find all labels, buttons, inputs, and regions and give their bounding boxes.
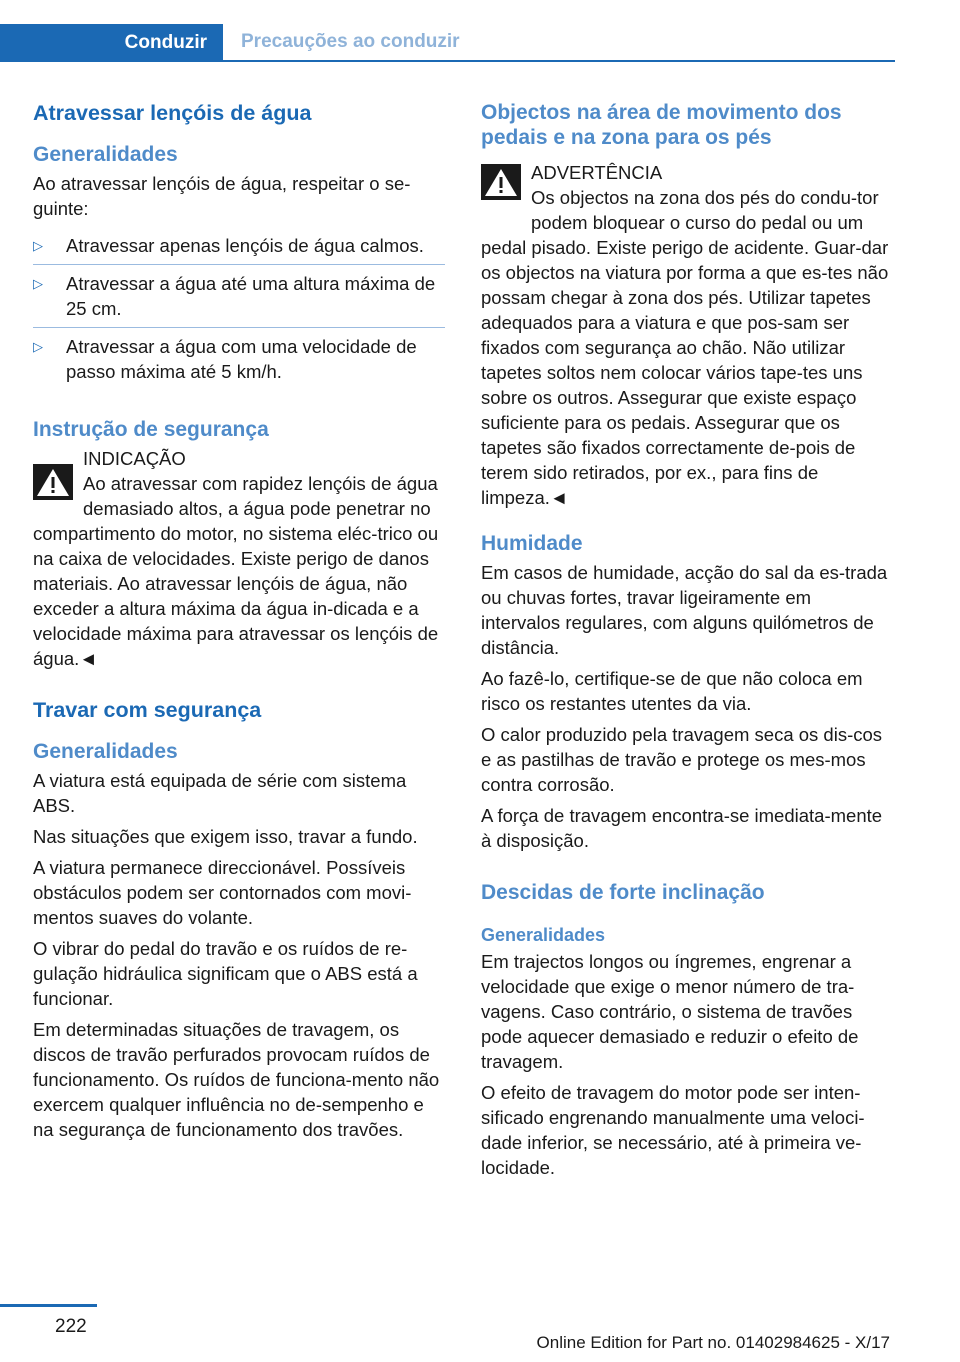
- warning-triangle-icon: [481, 164, 521, 200]
- warning-label: ADVERTÊNCIA: [531, 162, 663, 183]
- tab-conduzir[interactable]: Conduzir: [0, 24, 223, 62]
- triangle-right-icon: ▷: [33, 339, 43, 354]
- note-text: Ao atravessar com rapidez lençóis de água demasiado altos, a água pode penetrar no compartimento do motor, no sistema eléc-trico ou na caixa de velocidades. Existe perigo de danos materiais. Ao atravessar lençóis de água, não exceder a altura máxima da água in-dicada e a velocidade máxima para atravessar os lençóis de água.◄: [33, 473, 439, 669]
- triangle-right-icon: ▷: [33, 238, 43, 253]
- paragraph-pedal-vibration: O vibrar do pedal do travão e os ruídos de re-gulação hidráulica significam que o ABS está a funcionar.: [33, 938, 418, 1009]
- heading-general-water: Generalidades: [33, 143, 178, 166]
- heading-safe-braking: Travar com segurança: [33, 698, 262, 722]
- triangle-right-icon: ▷: [33, 276, 43, 291]
- bullet-text: Atravessar apenas lençóis de água calmos.: [66, 235, 424, 256]
- page-number-bar: [0, 1304, 97, 1307]
- paragraph-humidity-2: Ao fazê-lo, certifique-se de que não coloca em risco os restantes utentes da via.: [481, 668, 863, 714]
- paragraph-full-brake: Nas situações que exigem isso, travar a fundo.: [33, 826, 418, 847]
- heading-humidity: Humidade: [481, 532, 583, 555]
- bullet-text: Atravessar a água até uma altura máxima de 25 cm.: [66, 273, 436, 319]
- heading-water-crossing: Atravessar lençóis de água: [33, 101, 312, 125]
- warning-triangle-icon: [33, 464, 73, 500]
- note-block: [33, 446, 445, 671]
- warning-text: Os objectos na zona dos pés do condu-tor podem bloquear o curso do pedal ou um pedal pisado. Existe perigo de acidente. Guar-dar os objectos na viatura por forma a que es-tes não possam chegar à zona dos pés. Utilizar tapetes adequados para a viatura e que pos-sam ser fixados com segurança ao chão. Não utilizar tapetes soltos nem colocar vários tape-tes uns sobre os outros. Assegurar que existe espaço suficiente para os pedais. Assegurar que os tapetes são fixados correctamente de-pois de terem sido retirados, por ex., para fins de limpeza.◄: [481, 187, 889, 508]
- bullet-text: Atravessar a água com uma velocidade de passo máxima até 5 km/h.: [66, 336, 417, 382]
- right-column: [481, 100, 893, 1186]
- paragraph-steerable: A viatura permanece direccionável. Possíveis obstáculos podem ser contornados com movi-mentos suaves do volante.: [33, 857, 412, 928]
- heading-steep-descents: Descidas de forte inclinação: [481, 881, 765, 904]
- note-label: INDICAÇÃO: [83, 448, 186, 469]
- heading-general-descents: Generalidades: [481, 925, 606, 945]
- warning-block: [481, 160, 893, 510]
- paragraph-humidity-1: Em casos de humidade, acção do sal da es-trada ou chuvas fortes, travar ligeiramente em intervalos regulares, com alguns quilómetros de distância.: [481, 562, 888, 658]
- heading-pedal-objects: Objectos na área de movimento dos pedais e na zona para os pés: [481, 101, 842, 149]
- paragraph-brake-discs: Em determinadas situações de travagem, os discos de travão perfurados provocam ruídos de funcionamento. Os ruídos de funciona-mento não exercem qualquer influência no de-sempenho e na segurança de funcionamento dos travões.: [33, 1019, 440, 1140]
- heading-safety-instruction: Instrução de segurança: [33, 418, 269, 441]
- water-bullet-list: [33, 227, 445, 390]
- left-column: [33, 100, 445, 1148]
- paragraph-abs: A viatura está equipada de série com sistema ABS.: [33, 770, 407, 816]
- heading-general-braking: Generalidades: [33, 740, 178, 763]
- paragraph-descent-2: O efeito de travagem do motor pode ser inten-sificado engrenando manualmente uma veloci-dade inferior, se necessário, até à primeira ve-locidade.: [481, 1082, 865, 1178]
- list-item: [33, 227, 445, 265]
- list-item: [33, 328, 445, 390]
- paragraph-humidity-3: O calor produzido pela travagem seca os dis-cos e as pastilhas de travão e protege os mes-mos contra corrosão.: [481, 724, 883, 795]
- page-number: 222: [55, 1316, 87, 1337]
- paragraph-humidity-4: A força de travagem encontra-se imediata-mente à disposição.: [481, 805, 883, 851]
- paragraph-water-intro: Ao atravessar lençóis de água, respeitar o se-guinte:: [33, 173, 411, 219]
- tab-precaucoes[interactable]: Precauções ao conduzir: [223, 24, 895, 62]
- footer-edition: Online Edition for Part no. 01402984625 - X/17: [536, 1333, 890, 1352]
- paragraph-descent-1: Em trajectos longos ou íngremes, engrenar a velocidade que exige o menor número de tra-vagens. Caso contrário, o sistema de travões pode aquecer demasiado e reduzir o efeito de travagem.: [481, 951, 859, 1072]
- list-item: [33, 265, 445, 328]
- header-tab-bar: [0, 24, 895, 62]
